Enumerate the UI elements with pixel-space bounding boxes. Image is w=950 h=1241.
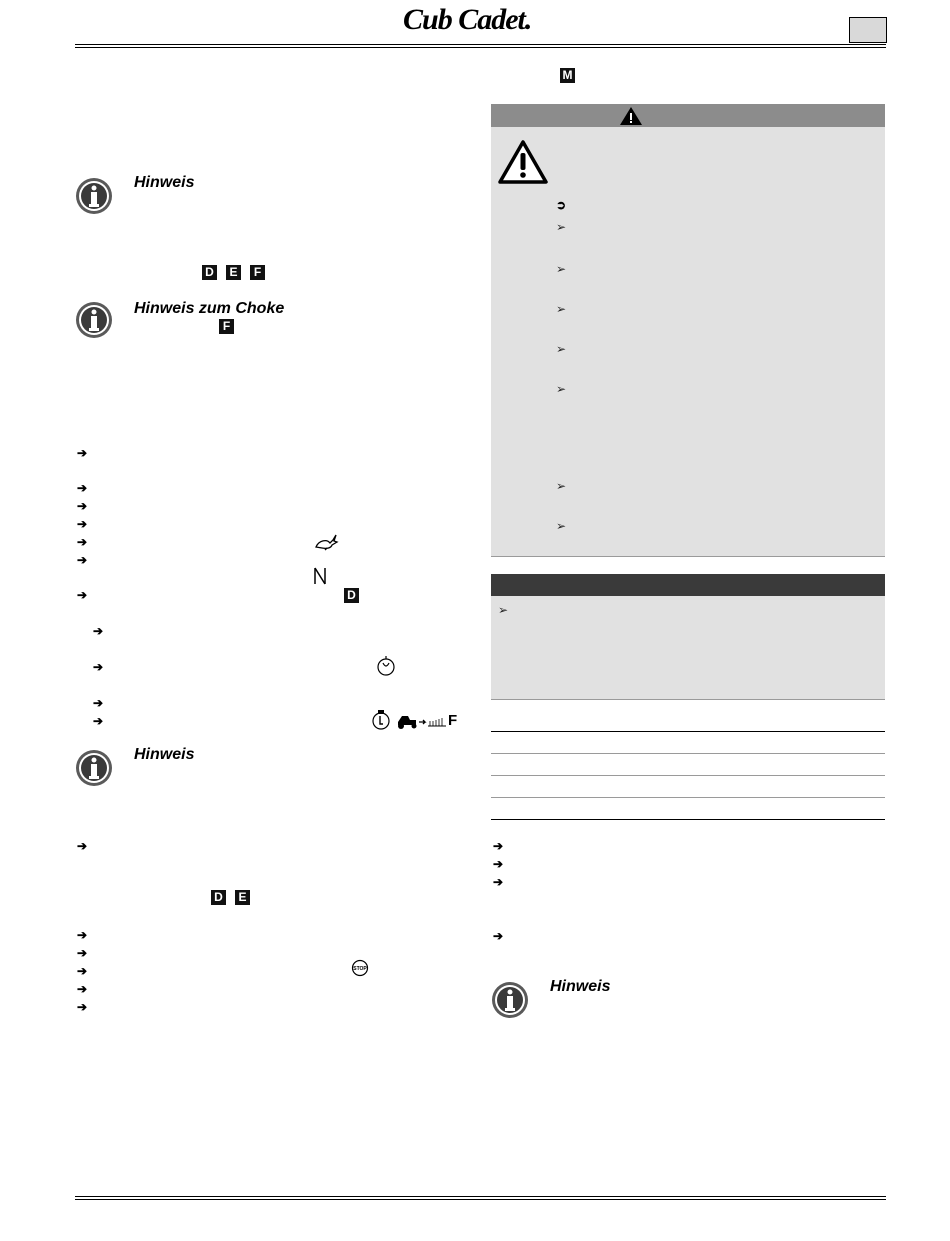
arrow-bullet-icon: ➔ [77,964,88,978]
info-icon [75,177,113,215]
arrow-bullet-icon: ➔ [493,857,504,871]
chevron-bullet-icon: ➢ [556,382,567,396]
footer-rule-bottom [75,1199,886,1200]
language-tab-box [849,17,887,43]
info-icon [491,981,529,1019]
warning-header-bar [491,104,885,127]
key-badge-e: E [235,890,250,905]
table-rule [491,775,885,776]
table-rule [491,731,885,732]
neutral-gear-icon [312,567,328,585]
arrow-bullet-icon: ➔ [493,875,504,889]
rabbit-fast-icon [313,531,339,551]
arrow-bullet-icon: ➔ [77,481,88,495]
key-badge-f: F [219,319,234,334]
svg-text:STOP: STOP [353,966,367,972]
key-badge-e: E [226,265,241,280]
note-title: Hinweis [134,746,195,763]
arrow-bullet-icon: ➔ [77,1000,88,1014]
ignition-key-icon [371,709,391,731]
note-title: Hinweis [550,978,611,995]
attention-panel [491,596,885,700]
warning-triangle-icon [497,139,549,185]
key-badge-d: D [202,265,217,280]
attention-header-bar [491,574,885,596]
arrow-bullet-icon: ➔ [493,839,504,853]
arrow-bullet-icon: ➔ [77,535,88,549]
note-title-choke: Hinweis zum Choke [134,300,285,317]
arrow-bullet-icon: ➔ [77,928,88,942]
header-rule-top [75,44,886,45]
table-rule [491,819,885,820]
chevron-bullet-icon: ➢ [556,302,567,316]
stop-button-icon [351,959,369,977]
tractor-mode-letter: F [448,712,458,729]
chevron-bullet-icon: ➢ [556,220,567,234]
key-badge-d: D [344,588,359,603]
circle-arrow-bullet-icon: ➲ [556,198,567,212]
arrow-bullet-icon: ➔ [77,982,88,996]
table-rule [491,753,885,754]
arrow-bullet-icon: ➔ [93,696,104,710]
warning-triangle-icon [619,106,643,126]
chevron-bullet-icon: ➢ [556,479,567,493]
arrow-bullet-icon: ➔ [493,929,504,943]
arrow-bullet-icon: ➔ [77,517,88,531]
footer-rule-top [75,1196,886,1197]
key-badge-m: M [560,68,575,83]
info-icon [75,749,113,787]
note-title: Hinweis [134,174,195,191]
tractor-mowing-icon [396,710,448,730]
header-rule-bottom [75,47,886,48]
arrow-bullet-icon: ➔ [77,499,88,513]
arrow-bullet-icon: ➔ [77,553,88,567]
arrow-bullet-icon: ➔ [77,946,88,960]
arrow-bullet-icon: ➔ [77,839,88,853]
brake-pedal-icon [376,655,396,677]
arrow-bullet-icon: ➔ [93,660,104,674]
table-rule [491,797,885,798]
chevron-bullet-icon: ➢ [498,603,509,617]
arrow-bullet-icon: ➔ [93,714,104,728]
brand-logo: Cub Cadet. [403,3,532,36]
key-badge-d: D [211,890,226,905]
warning-panel [491,104,885,557]
key-badge-f: F [250,265,265,280]
arrow-bullet-icon: ➔ [77,588,88,602]
arrow-bullet-icon: ➔ [93,624,104,638]
info-icon [75,301,113,339]
chevron-bullet-icon: ➢ [556,262,567,276]
chevron-bullet-icon: ➢ [556,342,567,356]
arrow-bullet-icon: ➔ [77,446,88,460]
chevron-bullet-icon: ➢ [556,519,567,533]
